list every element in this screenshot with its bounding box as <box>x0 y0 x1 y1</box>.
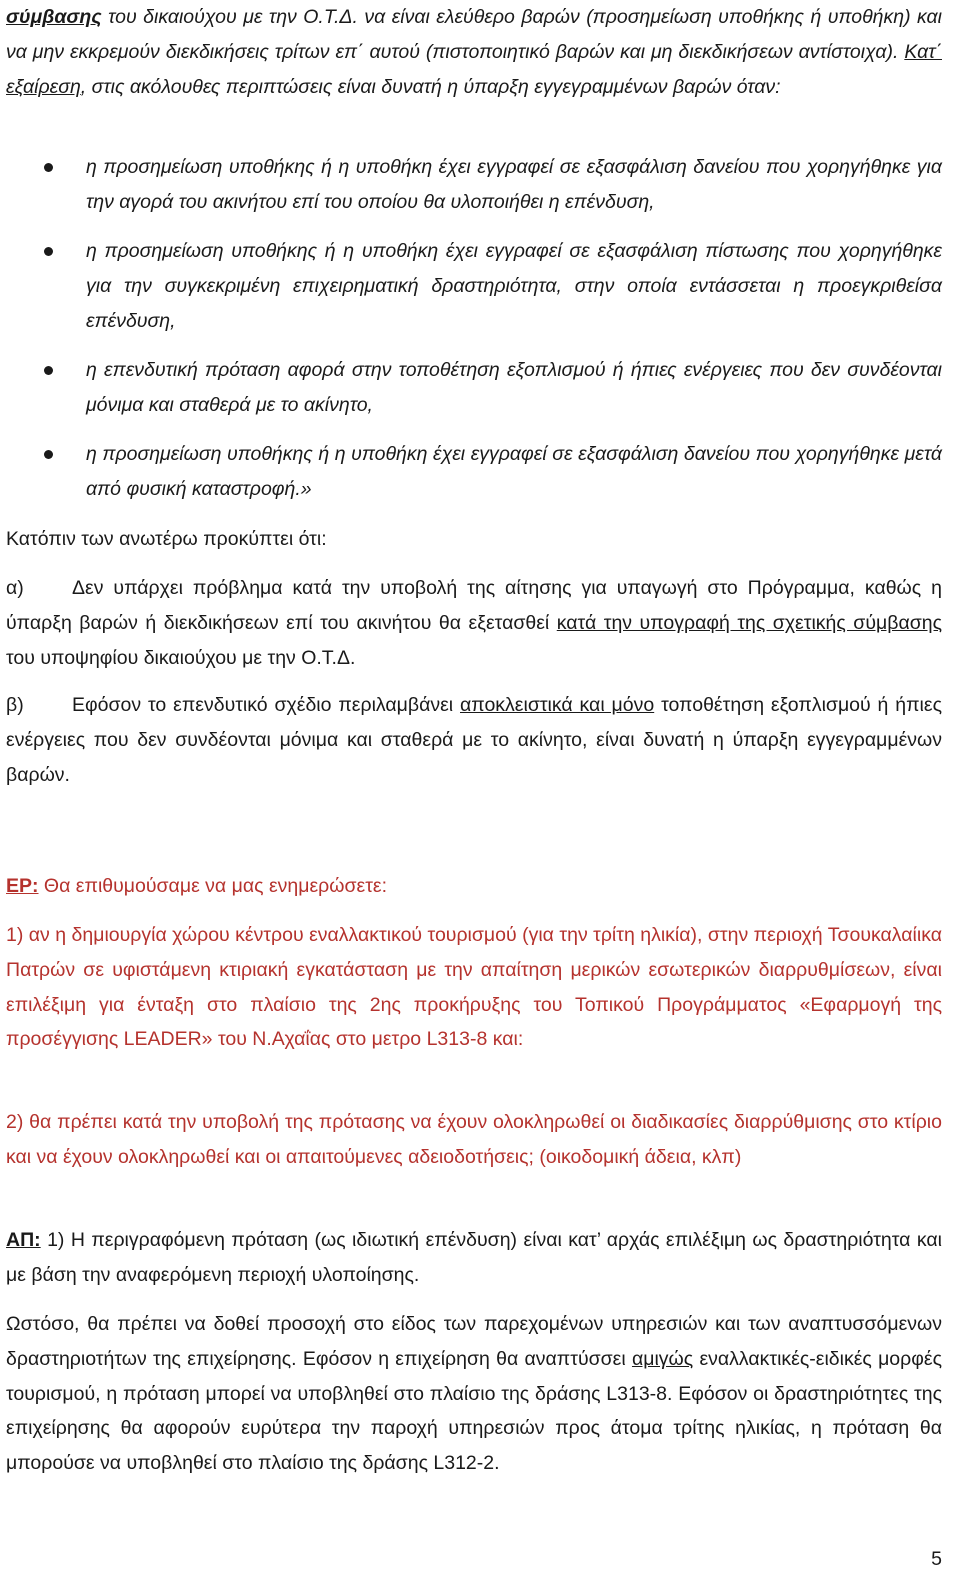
answer-label: ΑΠ: <box>6 1229 41 1251</box>
bullet-icon <box>44 366 53 375</box>
point-b-label: β) <box>6 694 24 716</box>
point-b-underlined: αποκλειστικά και μόνο <box>460 694 655 716</box>
intro-text-1: του δικαιούχου με την Ο.Τ.Δ. να είναι ελεύθερο βαρών (προσημείωση υποθήκης ή υποθήκη) και να μην εκκρεμούν διεκδικήσεις τρίτων επ΄ αυτού (πιστοποιητικό βαρών και μη διεκδικήσεων αντίστοιχα). <box>6 6 942 63</box>
bullet-icon <box>44 163 53 172</box>
list-item <box>0 150 942 218</box>
point-b-text: Εφόσον το επενδυτικό σχέδιο περιλαμβάνει <box>72 694 460 716</box>
answer-underlined: αμιγώς <box>631 1347 694 1370</box>
question-2: 2) θα πρέπει κατά την υποβολή της πρότασης να έχουν ολοκληρωθεί οι διαδικασίες διαρρύθμισης στο κτίριο και να έχουν ολοκληρωθεί και οι απαιτούμενες αδειοδοτήσεις; (οικοδομική άδεια, κλπ) <box>6 1111 942 1168</box>
question-1: 1) αν η δημιουργία χώρου κέντρου εναλλακτικού τουρισμού (για την τρίτη ηλικία), στην περιοχή Τσουκαλαίικα Πατρών σε υφιστάμενη κτιριακή εγκατάσταση με την απαίτηση μερικών εσωτερικών διαρρυθμίσεων, είναι επιλέξιμη για ένταξη στο πλαίσιο της 2ης προκήρυξης του Τοπικού Προγράμματος «Εφαρμογή της προσέγγισης LEADER» του Ν.Αχαΐας στο μετρο L313-8 και: <box>6 924 942 1051</box>
intro-bold-term: σύμβασης <box>6 6 102 28</box>
question-label: ΕΡ: <box>6 875 39 897</box>
exception-list <box>0 150 960 505</box>
question-intro-text: Θα επιθυμούσαμε να μας ενημερώσετε: <box>38 875 388 897</box>
list-item <box>0 437 942 505</box>
point-a-underlined: κατά την υπογραφή της σχετικής σύμβασης <box>556 611 942 634</box>
answer-text-2a: Ωστόσο, θα πρέπει να δοθεί προσοχή στο είδος των παρεχομένων υπηρεσιών και των αναπτυσσόμενων δραστηριοτήτων της επιχείρησης. Εφόσον η επιχείρηση θα αναπτύσσει <box>6 1313 942 1370</box>
intro-exception: Κατ΄ εξαίρεση <box>6 40 942 98</box>
point-a-text: Δεν υπάρχει πρόβλημα κατά την υποβολή της αίτησης για υπαγωγή στο Πρόγραμμα, καθώς η ύπαρξη βαρών ή διεκδικήσεων επί του ακινήτου θα εξετασθεί <box>6 577 942 634</box>
intro-text-2: , στις ακόλουθες περιπτώσεις είναι δυνατή η ύπαρξη εγγεγραμμένων βαρών όταν: <box>80 75 781 98</box>
list-item-text: η προσημείωση υποθήκης ή η υποθήκη έχει εγγραφεί σε εξασφάλιση δανείου που χορηγήθηκε μετά από φυσική καταστροφή.» <box>86 443 942 500</box>
answer-paragraph-1 <box>6 1223 942 1293</box>
point-a <box>6 571 942 675</box>
bullet-icon <box>44 247 53 256</box>
question-intro <box>6 869 942 904</box>
page-number: 5 <box>931 1548 942 1570</box>
list-item-text: η επενδυτική πρόταση αφορά στην τοποθέτηση εξοπλισμού ή ήπιες ενέργειες που δεν συνδέονται μόνιμα και σταθερά με το ακίνητο, <box>86 359 942 416</box>
bullet-icon <box>44 450 53 459</box>
list-item-text: η προσημείωση υποθήκης ή η υποθήκη έχει εγγραφεί σε εξασφάλιση πίστωσης που χορηγήθηκε για την συγκεκριμένη επιχειρηματική δραστηριότητα, στην οποία εντάσσεται η προεγκριθείσα επένδυση, <box>86 240 942 332</box>
intro-paragraph <box>6 0 942 104</box>
point-a-label: α) <box>6 577 24 599</box>
point-b <box>6 688 942 792</box>
point-b-text-end: τοποθέτηση εξοπλισμού ή ήπιες ενέργειες που δεν συνδέονται μόνιμα και σταθερά με το ακίνητο, είναι δυνατή η ύπαρξη εγγεγραμμένων βαρών. <box>6 694 942 786</box>
answer-paragraph-2 <box>6 1307 942 1481</box>
list-item <box>0 234 942 337</box>
conclusion-intro: Κατόπιν των ανωτέρω προκύπτει ότι: <box>6 528 327 550</box>
list-item <box>0 353 942 421</box>
answer-text-1: 1) Η περιγραφόμενη πρόταση (ως ιδιωτική επένδυση) είναι κατ’ αρχάς επιλέξιμη ως δραστηριότητα και με βάση την αναφερόμενη περιοχή υλοποίησης. <box>6 1229 942 1286</box>
list-item-text: η προσημείωση υποθήκης ή η υποθήκη έχει εγγραφεί σε εξασφάλιση δανείου που χορηγήθηκε για την αγορά του ακινήτου επί του οποίου θα υλοποιήθει η επένδυση, <box>86 156 942 213</box>
answer-text-2b: εναλλακτικές-ειδικές μορφές τουρισμού, η πρόταση μπορεί να υποβληθεί στο πλαίσιο της δράσης L313-8. Εφόσον οι δραστηριότητες της επιχείρησης θα αφορούν ευρύτερα την παροχή υπηρεσιών προς άτομα τρίτης ηλικίας, η πρόταση θα μπορούσε να υποβληθεί στο πλαίσιο της δράσης L312-2. <box>6 1347 942 1475</box>
point-a-text-end: του υποψηφίου δικαιούχου με την Ο.Τ.Δ. <box>6 646 356 669</box>
